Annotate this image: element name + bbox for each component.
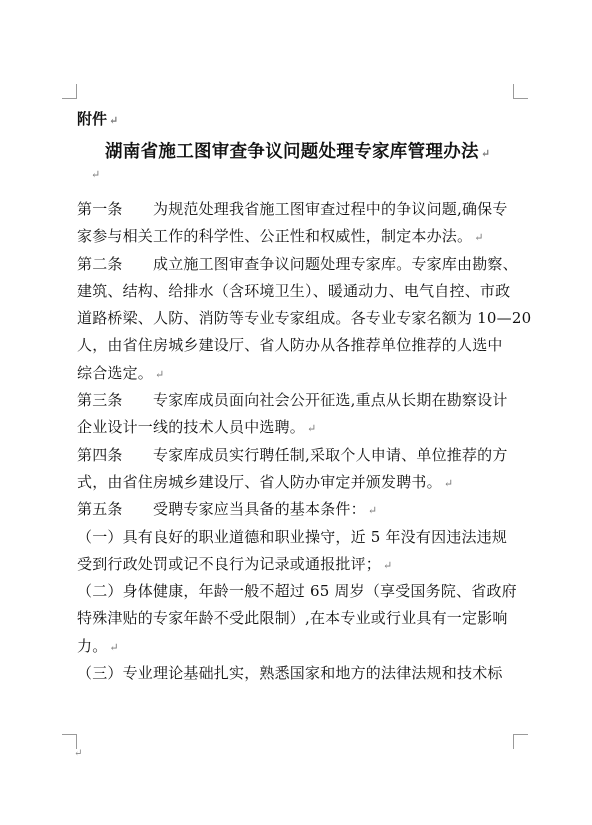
paragraph-mark: ↵ (307, 422, 317, 436)
body-line: 式，由省住房城乡建设厅、省人防办审定并颁发聘书。 ↵ (77, 472, 454, 491)
document-body (77, 196, 532, 687)
paragraph-mark: ↵ (474, 231, 484, 245)
top-left-corner-mark (62, 84, 77, 99)
body-line: 综合选定。 ↵ (77, 363, 165, 382)
body-line: （一）具有良好的职业道德和职业操守，近 5 年没有因违法违规 (77, 527, 508, 546)
body-line: 第二条 成立施工图审查争议问题处理专家库。专家库由勘察、 (77, 254, 518, 273)
bottom-right-corner-mark (513, 734, 528, 749)
body-line: 道路桥梁、人防、消防等专业专家组成。各专业专家名额为 10—20 (77, 309, 532, 328)
body-line: （三）专业理论基础扎实，熟悉国家和地方的法律法规和技术标 (77, 664, 503, 683)
empty-paragraph-mark: ↵ (91, 168, 101, 181)
attachment-label: 附件 ↵ (77, 110, 119, 128)
bottom-left-corner-mark (62, 734, 77, 749)
body-line: 人，由省住房城乡建设厅、省人防办从各推荐单位推荐的人选中 (77, 336, 503, 355)
body-line: 家参与相关工作的科学性、公正性和权威性，制定本办法。 ↵ (77, 227, 484, 246)
body-line: 第一条 为规范处理我省施工图审查过程中的争议问题,确保专 (77, 200, 508, 218)
body-line: 企业设计一线的技术人员中选聘。 ↵ (77, 418, 317, 437)
paragraph-mark: ↵ (109, 114, 119, 127)
body-line: 第三条 专家库成员面向社会公开征选,重点从长期在勘察设计 (77, 391, 508, 410)
document-title: 湖南省施工图审查争议问题处理专家库管理办法 ↵ (105, 142, 491, 162)
body-line: 第五条 受聘专家应当具备的基本条件： ↵ (77, 500, 378, 519)
body-line: 建筑、结构、给排水（含环境卫生）、暖通动力、电气自控、市政 (77, 281, 511, 300)
paragraph-mark: ↵ (480, 147, 491, 160)
paragraph-mark: ↵ (443, 476, 454, 490)
paragraph-mark: ↵ (367, 504, 378, 518)
body-line: 特殊津贴的专家年龄不受此限制）,在本专业或行业具有一定影响 (77, 609, 508, 628)
body-line: 受到行政处罚或记不良行为记录或通报批评； ↵ (77, 554, 393, 573)
body-line: 力。 ↵ (77, 636, 119, 655)
body-line: 第四条 专家库成员实行聘任制,采取个人申请、单位推荐的方 (77, 445, 508, 464)
footer-paragraph-mark: ↵ (74, 748, 83, 759)
paragraph-mark: ↵ (109, 640, 119, 654)
body-line: （二）身体健康，年龄一般不超过 65 周岁（享受国务院、省政府 (77, 582, 517, 601)
paragraph-mark: ↵ (155, 367, 165, 381)
paragraph-mark: ↵ (383, 558, 393, 572)
top-right-corner-mark (513, 84, 528, 99)
